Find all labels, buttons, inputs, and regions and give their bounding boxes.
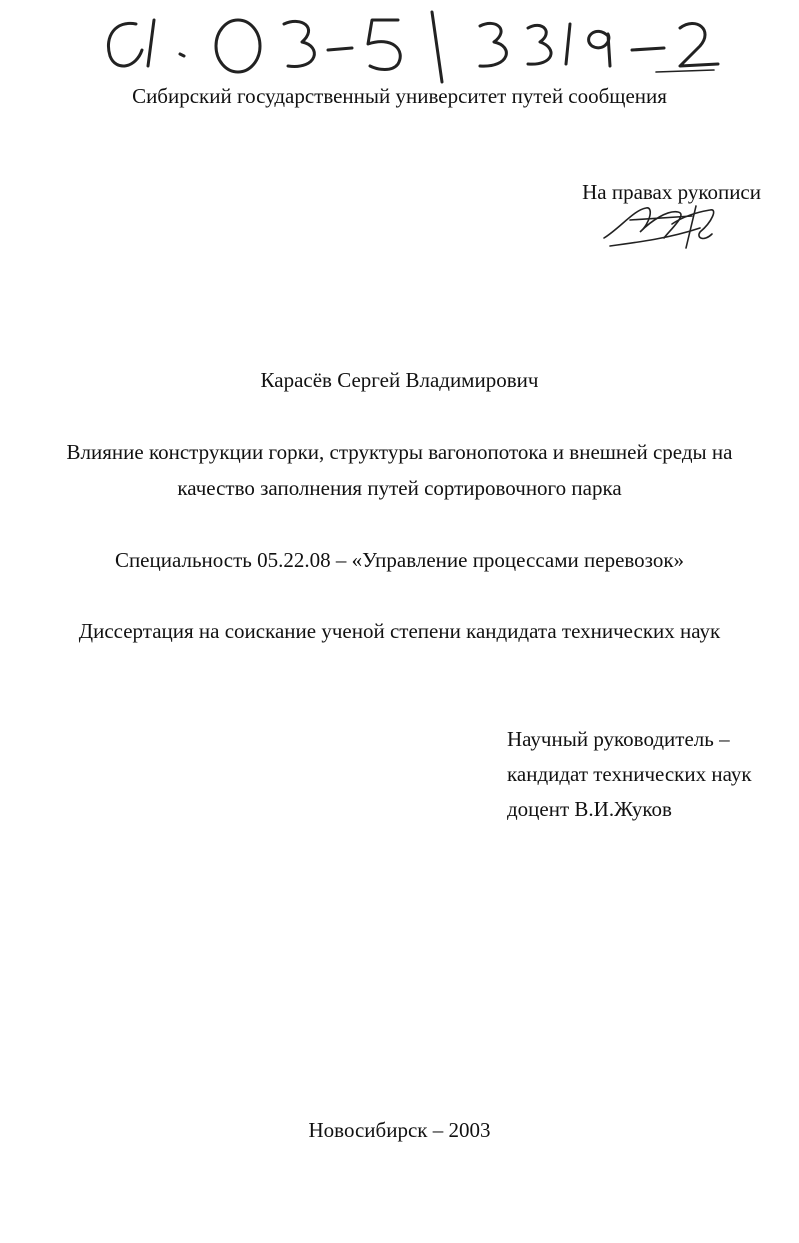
city-year: Новосибирск – 2003	[308, 1118, 491, 1142]
university-name: Сибирский государственный университет путей сообщения	[132, 84, 667, 108]
degree-statement: Диссертация на соискание ученой степени кандидата технических наук	[78, 619, 721, 643]
dissertation-title-line-1: Влияние конструкции горки, структуры вагонопотока и внешней среды на	[66, 440, 733, 464]
specialty: Специальность 05.22.08 – «Управление процессами перевозок»	[114, 548, 685, 572]
rights-notice: На правах рукописи	[582, 180, 761, 204]
signature	[600, 198, 730, 250]
supervisor-line-2: кандидат технических наук	[507, 762, 752, 786]
supervisor-line-1: Научный руководитель –	[507, 727, 730, 751]
author-name: Карасёв Сергей Владимирович	[260, 368, 539, 392]
supervisor-line-3: доцент В.И.Жуков	[507, 797, 672, 821]
handwritten-archive-number	[96, 6, 736, 86]
dissertation-title-line-2: качество заполнения путей сортировочного парка	[177, 476, 622, 500]
